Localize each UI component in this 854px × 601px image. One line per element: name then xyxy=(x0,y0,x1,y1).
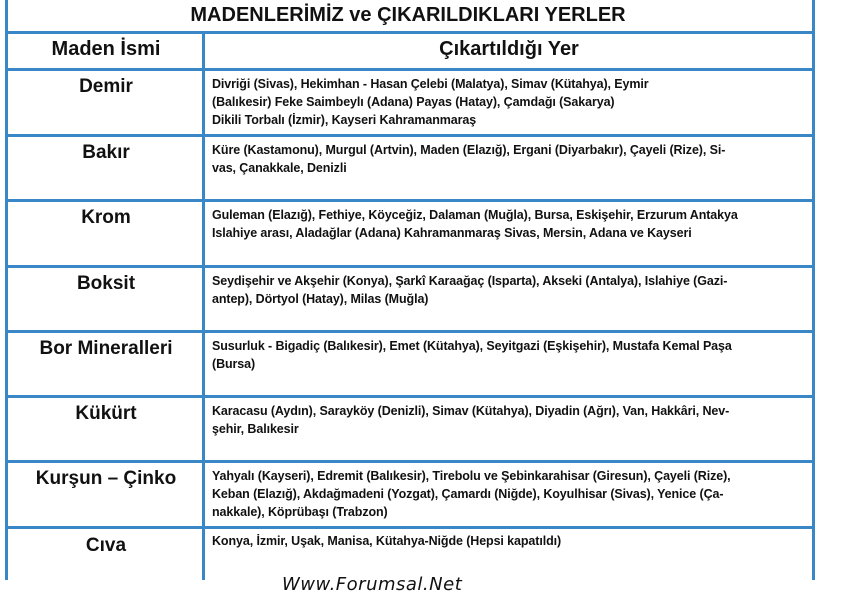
location-line: Yahyalı (Kayseri), Edremit (Balıkesir), Tirebolu ve Şebinkarahisar (Giresun), Çayeli (Rize), xyxy=(212,469,731,483)
location-line: (Bursa) xyxy=(212,357,256,371)
mine-locations xyxy=(212,206,804,242)
location-line: antep), Dörtyol (Hatay), Milas (Muğla) xyxy=(212,292,429,306)
mine-name: Krom xyxy=(81,207,131,228)
row-divider xyxy=(5,526,815,529)
mine-name: Kurşun – Çinko xyxy=(35,468,177,489)
location-line: Keban (Elazığ), Akdağmadeni (Yozgat), Çamardı (Niğde), Koyulhisar (Sivas), Yenice (Ça- xyxy=(212,487,724,501)
mine-name: Kükürt xyxy=(75,403,137,424)
mine-locations xyxy=(212,337,804,373)
row-divider xyxy=(5,31,815,34)
location-line: Seydişehir ve Akşehir (Konya), Şarkî Karaağaç (Isparta), Akseki (Antalya), Islahiye (Gazi- xyxy=(212,274,728,288)
location-line: Karacasu (Aydın), Sarayköy (Denizli), Simav (Kütahya), Diyadin (Ağrı), Van, Hakkâri, Nev- xyxy=(212,404,730,418)
location-line: Divriği (Sivas), Hekimhan - Hasan Çelebi (Malatya), Simav (Kütahya), Eymir xyxy=(212,77,649,91)
mine-name: Boksit xyxy=(76,273,136,294)
mine-locations xyxy=(212,141,804,177)
mine-locations xyxy=(212,272,804,308)
header-mine-name: Maden İsmi xyxy=(51,38,161,60)
row-divider xyxy=(5,68,815,71)
mine-locations xyxy=(212,402,804,438)
watermark-text: Www.Forumsal.Net xyxy=(282,574,463,595)
row-divider xyxy=(5,199,815,202)
location-line: Guleman (Elazığ), Fethiye, Köyceğiz, Dalaman (Muğla), Bursa, Eskişehir, Erzurum Antakya xyxy=(212,208,738,222)
mine-name: Bor Mineralleri xyxy=(39,338,173,359)
header-location: Çıkartıldığı Yer xyxy=(439,38,579,60)
table-right-border xyxy=(812,0,815,580)
location-line: nakkale), Köprübaşı (Trabzon) xyxy=(212,505,388,519)
row-divider xyxy=(5,330,815,333)
mine-name: Demir xyxy=(79,76,133,97)
row-divider xyxy=(5,395,815,398)
mine-locations xyxy=(212,75,804,129)
mine-locations xyxy=(212,532,804,550)
mine-name: Cıva xyxy=(85,535,127,556)
location-line: (Balıkesir) Feke Saimbeylı (Adana) Payas (Hatay), Çamdağı (Sakarya) xyxy=(212,95,615,109)
row-divider xyxy=(5,265,815,268)
location-line: Susurluk - Bigadiç (Balıkesir), Emet (Kütahya), Seyitgazi (Eşkişehir), Mustafa Kemal Paşa xyxy=(212,339,732,353)
location-line: Küre (Kastamonu), Murgul (Artvin), Maden (Elazığ), Ergani (Diyarbakır), Çayeli (Rize), Si- xyxy=(212,143,726,157)
table-column-divider xyxy=(202,32,205,580)
row-divider xyxy=(5,134,815,137)
location-line: Dikili Torbalı (İzmir), Kayseri Kahramanmaraş xyxy=(212,113,477,127)
table-title: MADENLERİMİZ ve ÇIKARILDIKLARI YERLER xyxy=(190,4,626,26)
location-line: Konya, İzmir, Uşak, Manisa, Kütahya-Niğde (Hepsi kapatıldı) xyxy=(212,534,562,548)
row-divider xyxy=(5,460,815,463)
location-line: şehir, Balıkesir xyxy=(212,422,299,436)
location-line: Islahiye arası, Aladağlar (Adana) Kahramanmaraş Sivas, Mersin, Adana ve Kayseri xyxy=(212,226,692,240)
mine-name: Bakır xyxy=(82,142,130,163)
location-line: vas, Çanakkale, Denizli xyxy=(212,161,347,175)
mine-locations xyxy=(212,467,804,521)
